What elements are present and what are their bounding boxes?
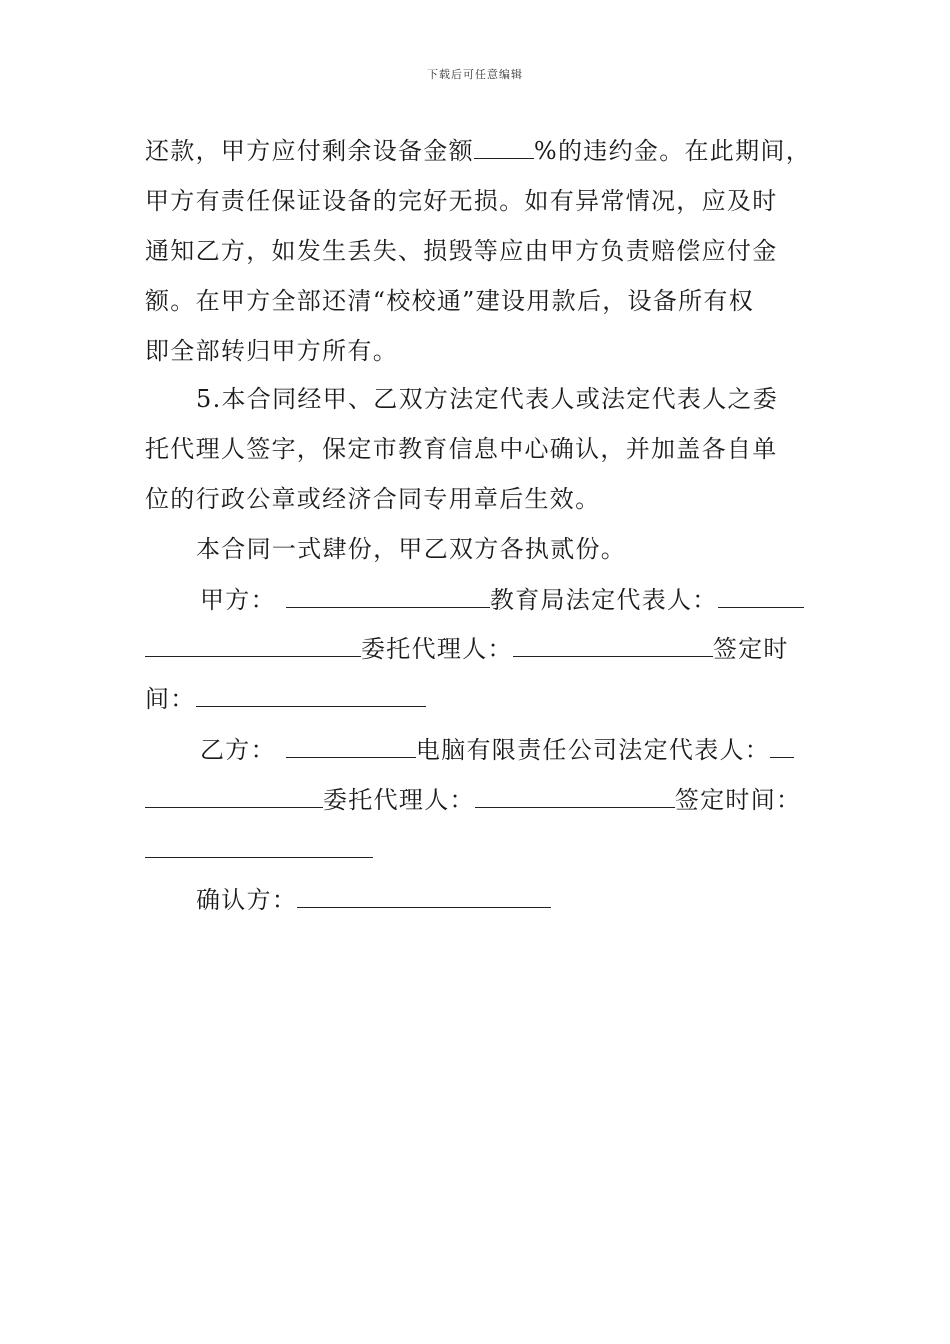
body-line xyxy=(196,384,778,414)
confirm-line xyxy=(196,885,551,915)
percent-blank xyxy=(474,136,534,159)
party-a-agent-field[interactable] xyxy=(513,634,713,657)
party-b-rep-field-cont[interactable] xyxy=(145,785,323,808)
confirm-label: 确认方： xyxy=(196,886,298,914)
party-b-line xyxy=(200,735,794,765)
party-a-rep-field-cont[interactable] xyxy=(145,634,361,657)
line-text: 本合同一式肆份，甲乙双方各执贰份。 xyxy=(196,535,627,563)
body-line xyxy=(145,136,811,166)
party-b-line xyxy=(145,785,801,815)
body-line xyxy=(145,236,778,266)
line-text: 还款，甲方应付剩余设备金额 xyxy=(145,137,474,165)
party-a-line xyxy=(200,585,804,615)
body-line xyxy=(145,484,600,514)
line-text: 托代理人签字，保定市教育信息中心确认，并加盖各自单 xyxy=(145,435,778,463)
party-a-date-field[interactable] xyxy=(196,684,426,707)
party-b-rep-label: 电脑有限责任公司法定代表人： xyxy=(415,736,771,764)
line-text: 位的行政公章或经济合同专用章后生效。 xyxy=(145,485,601,513)
party-b-line xyxy=(145,835,373,865)
body-line xyxy=(145,434,778,464)
party-b-date-field[interactable] xyxy=(145,835,373,858)
line-text: 额。在甲方全部还清“校校通”建设用款后，设备所有权 xyxy=(145,287,755,315)
party-b-rep-field[interactable] xyxy=(770,735,794,758)
header-note: 下载后可任意编辑 xyxy=(427,68,523,81)
party-a-rep-field[interactable] xyxy=(718,585,804,608)
body-line xyxy=(196,534,626,564)
line-text: 甲方有责任保证设备的完好无损。如有异常情况，应及时 xyxy=(145,187,778,215)
party-a-name-field[interactable] xyxy=(286,585,490,608)
body-line xyxy=(145,286,754,316)
confirm-field[interactable] xyxy=(297,885,551,908)
line-text: %的违约金。在此期间， xyxy=(533,137,812,165)
body-line xyxy=(145,186,778,216)
line-text: 5.本合同经甲、乙双方法定代表人或法定代表人之委 xyxy=(196,385,779,413)
party-a-label: 甲方： xyxy=(200,586,276,614)
party-a-line xyxy=(145,634,789,664)
party-a-agent-label: 委托代理人： xyxy=(361,635,513,663)
party-b-date-label: 签定时间： xyxy=(674,786,802,814)
party-b-name-field[interactable] xyxy=(286,735,416,758)
line-text: 即全部转归甲方所有。 xyxy=(145,337,398,365)
party-a-date-label: 签定时 xyxy=(712,635,789,663)
party-a-line xyxy=(145,684,426,714)
body-line xyxy=(145,336,398,366)
party-b-label: 乙方： xyxy=(200,736,276,764)
party-a-date-label-cont: 间： xyxy=(145,685,196,713)
party-a-rep-label: 教育局法定代表人： xyxy=(489,586,718,614)
party-b-agent-label: 委托代理人： xyxy=(323,786,475,814)
line-text: 通知乙方，如发生丢失、损毁等应由甲方负责赔偿应付金 xyxy=(145,237,778,265)
party-b-agent-field[interactable] xyxy=(475,785,675,808)
